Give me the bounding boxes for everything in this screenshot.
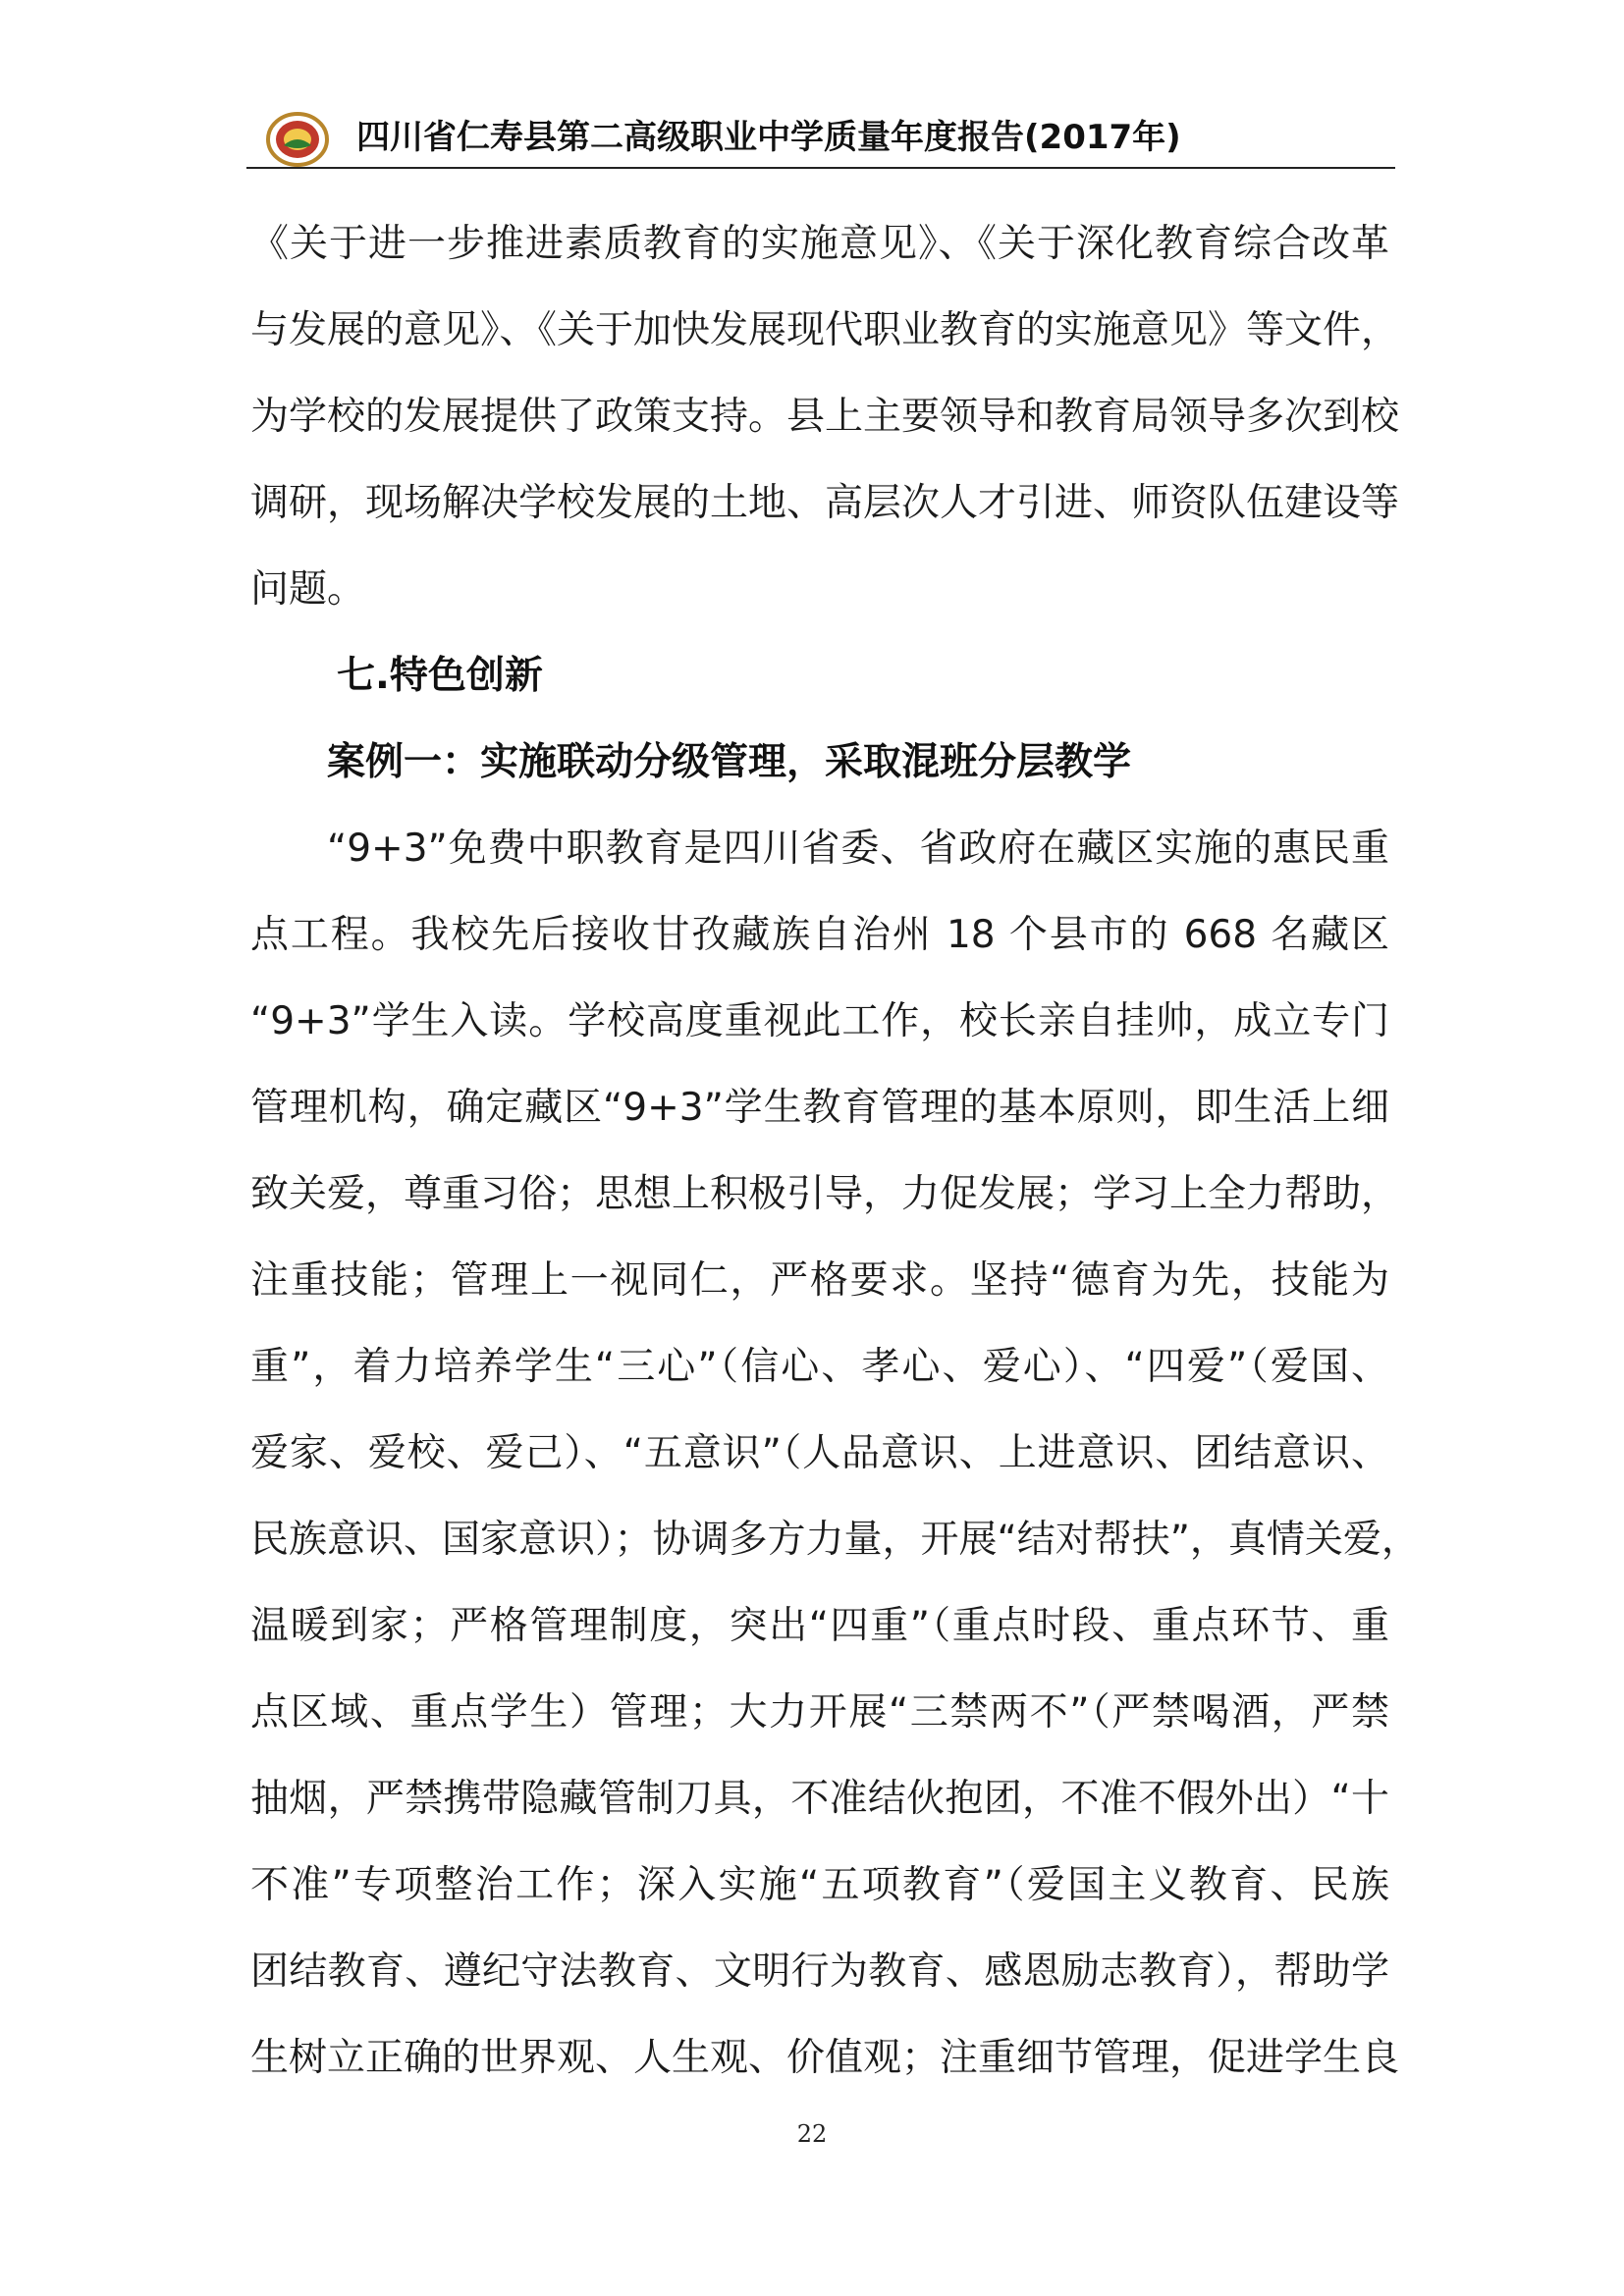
header-title: 四川省仁寿县第二高级职业中学质量年度报告(2017年) [356, 118, 1181, 157]
text-line: 爱家、爱校、爱己）、“五意识”（人品意识、上进意识、团结意识、 [250, 1431, 1389, 1475]
text-line: 调研，现场解决学校发展的土地、高层次人才引进、师资队伍建设等 [250, 481, 1400, 525]
text-line: 为学校的发展提供了政策支持。县上主要领导和教育局领导多次到校 [250, 395, 1400, 439]
header-divider [246, 167, 1395, 169]
text-line: 生树立正确的世界观、人生观、价值观；注重细节管理，促进学生良 [250, 2036, 1400, 2080]
text-line: 团结教育、遵纪守法教育、文明行为教育、感恩励志教育），帮助学 [250, 1949, 1389, 1994]
paragraph-policy-support [250, 201, 1400, 633]
text-line: 与发展的意见》、《关于加快发展现代职业教育的实施意见》等文件， [250, 308, 1400, 352]
page-body [250, 201, 1420, 2102]
text-line: 管理机构，确定藏区“9+3”学生教育管理的基本原则，即生活上细 [250, 1086, 1389, 1130]
text-line: 注重技能；管理上一视同仁，严格要求。坚持“德育为先，技能为 [250, 1258, 1389, 1303]
text-line: 点工程。我校先后接收甘孜藏族自治州 18 个县市的 668 名藏区 [250, 913, 1389, 957]
text-line: 《关于进一步推进素质教育的实施意见》、《关于深化教育综合改革 [250, 222, 1389, 266]
page-header [246, 102, 1395, 169]
paragraph-case-one [250, 806, 1420, 2102]
text-line: 不准”专项整治工作；深入实施“五项教育”（爱国主义教育、民族 [250, 1863, 1389, 1907]
text-line: 温暖到家；严格管理制度，突出“四重”（重点时段、重点环节、重 [250, 1604, 1389, 1648]
case-heading: 案例一：实施联动分级管理，采取混班分层教学 [327, 740, 1132, 784]
text-line: 抽烟，严禁携带隐藏管制刀具，不准结伙抱团，不准不假外出）“十 [250, 1777, 1389, 1821]
text-line: “9+3”免费中职教育是四川省委、省政府在藏区实施的惠民重 [327, 827, 1389, 871]
text-line: “9+3”学生入读。学校高度重视此工作，校长亲自挂帅，成立专门 [250, 999, 1389, 1043]
text-line: 问题。 [250, 567, 366, 612]
text-line: 致关爱，尊重习俗；思想上积极引导，力促发展；学习上全力帮助， [250, 1172, 1400, 1216]
school-emblem-icon [266, 112, 329, 167]
text-line: 点区域、重点学生）管理；大力开展“三禁两不”（严禁喝酒，严禁 [250, 1690, 1389, 1735]
text-line: 民族意识、国家意识）；协调多方力量，开展“结对帮扶”，真情关爱， [250, 1518, 1420, 1562]
section-heading: 七.特色创新 [337, 654, 543, 698]
text-line: 重”，着力培养学生“三心”（信心、孝心、爱心）、“四爱”（爱国、 [250, 1345, 1389, 1389]
page-number: 22 [796, 2120, 828, 2148]
